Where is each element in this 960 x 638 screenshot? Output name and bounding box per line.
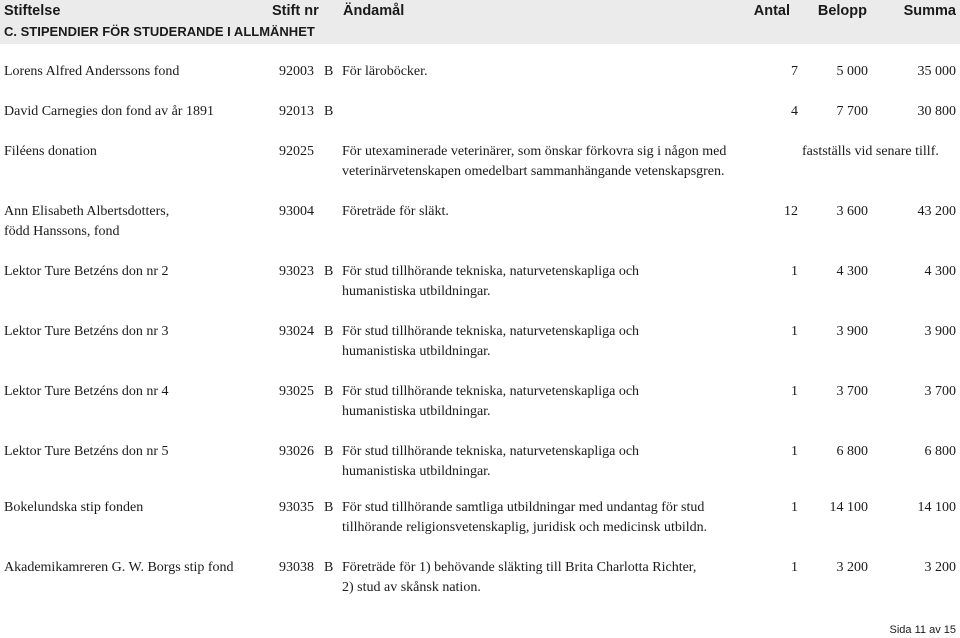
fund-name: Ann Elisabeth Albertsdotters, [4, 204, 170, 219]
fund-name: Lektor Ture Betzéns don nr 4 [4, 384, 169, 399]
fund-belopp: 3 600 [836, 204, 868, 219]
fund-belopp: 3 200 [836, 560, 868, 575]
fund-name: Lorens Alfred Anderssons fond [4, 64, 180, 79]
fund-number: 93035 [279, 500, 314, 515]
fund-summa: 14 100 [917, 500, 956, 515]
fund-purpose: För utexaminerade veterinärer, som önskar förkovra sig i någon med [342, 144, 727, 159]
table-header [0, 0, 960, 44]
fund-number: 93024 [279, 324, 314, 339]
header-andamal: Ändamål [343, 3, 405, 19]
fund-antal: 7 [791, 64, 798, 79]
fund-type: B [324, 444, 334, 459]
fund-summa: 43 200 [917, 204, 956, 219]
header-summa: Summa [903, 3, 956, 19]
header-stift-nr: Stift nr [272, 3, 319, 19]
fund-name: Lektor Ture Betzéns don nr 2 [4, 264, 169, 279]
fund-belopp: 3 700 [836, 384, 868, 399]
header-belopp: Belopp [817, 3, 867, 19]
fund-name: Akademikamreren G. W. Borgs stip fond [4, 560, 234, 575]
fund-purpose: För stud tillhörande tekniska, naturvetenskapliga och [342, 264, 640, 279]
fund-antal: 12 [784, 204, 798, 219]
fund-purpose-line2: humanistiska utbildningar. [342, 344, 491, 359]
fund-summa: 3 900 [924, 324, 956, 339]
fund-antal: 1 [791, 324, 798, 339]
fund-type: B [324, 560, 334, 575]
fund-belopp: 6 800 [836, 444, 868, 459]
fund-belopp: 4 300 [836, 264, 868, 279]
fund-number: 93004 [279, 204, 314, 219]
fund-summa: 6 800 [924, 444, 956, 459]
fund-purpose: För stud tillhörande tekniska, naturvetenskapliga och [342, 324, 640, 339]
fund-number: 92003 [279, 64, 314, 79]
fund-summa: 30 800 [917, 104, 956, 119]
fund-purpose-line2: 2) stud av skånsk nation. [342, 580, 481, 595]
fund-purpose-line2: tillhörande religionsvetenskaplig, juridisk och medicinsk utbildn. [342, 520, 708, 535]
fund-name: Lektor Ture Betzéns don nr 5 [4, 444, 169, 459]
fund-name: Bokelundska stip fonden [4, 500, 144, 515]
fund-number: 93025 [279, 384, 314, 399]
page-number: Sida 11 av 15 [889, 624, 956, 636]
fund-summa: 3 700 [924, 384, 956, 399]
fund-number: 92013 [279, 104, 314, 119]
fund-purpose: Företräde för släkt. [342, 204, 449, 219]
fund-purpose-line2: humanistiska utbildningar. [342, 284, 491, 299]
fund-purpose: Företräde för 1) behövande släkting till Brita Charlotta Richter, [342, 560, 697, 575]
fund-number: 93038 [279, 560, 314, 575]
fund-name: Lektor Ture Betzéns don nr 3 [4, 324, 169, 339]
fund-antal: 1 [791, 384, 798, 399]
fund-type: B [324, 264, 334, 279]
fund-purpose-line2: humanistiska utbildningar. [342, 464, 491, 479]
header-stiftelse: Stiftelse [4, 3, 61, 19]
fund-purpose: För stud tillhörande samtliga utbildningar med undantag för stud [342, 500, 705, 515]
fund-belopp: 14 100 [829, 500, 868, 515]
fund-type: B [324, 64, 334, 79]
fund-type: B [324, 500, 334, 515]
fund-purpose: För läroböcker. [342, 64, 428, 79]
fund-type: B [324, 104, 334, 119]
fund-purpose: För stud tillhörande tekniska, naturvetenskapliga och [342, 384, 640, 399]
fund-purpose: För stud tillhörande tekniska, naturvetenskapliga och [342, 444, 640, 459]
fund-purpose-line2: humanistiska utbildningar. [342, 404, 491, 419]
fund-summa: 35 000 [917, 64, 956, 79]
fund-name: Filéens donation [4, 144, 97, 159]
fund-type: B [324, 384, 334, 399]
fund-name: David Carnegies don fond av år 1891 [4, 104, 214, 119]
fund-belopp: 3 900 [836, 324, 868, 339]
fund-note: fastställs vid senare tillf. [802, 144, 939, 159]
fund-type: B [324, 324, 334, 339]
section-title: C. STIPENDIER FÖR STUDERANDE I ALLMÄNHET [4, 24, 315, 39]
fund-belopp: 5 000 [836, 64, 868, 79]
fund-antal: 1 [791, 264, 798, 279]
fund-antal: 1 [791, 444, 798, 459]
fund-purpose-line2: veterinärvetenskapen omedelbart sammanhängande vetenskapsgren. [342, 164, 725, 179]
header-antal: Antal [753, 3, 790, 19]
fund-name-line2: född Hanssons, fond [4, 224, 120, 239]
fund-number: 93026 [279, 444, 314, 459]
fund-summa: 3 200 [924, 560, 956, 575]
fund-antal: 1 [791, 560, 798, 575]
fund-number: 92025 [279, 144, 314, 159]
fund-antal: 1 [791, 500, 798, 515]
fund-antal: 4 [791, 104, 798, 119]
fund-summa: 4 300 [924, 264, 956, 279]
fund-belopp: 7 700 [836, 104, 868, 119]
fund-number: 93023 [279, 264, 314, 279]
